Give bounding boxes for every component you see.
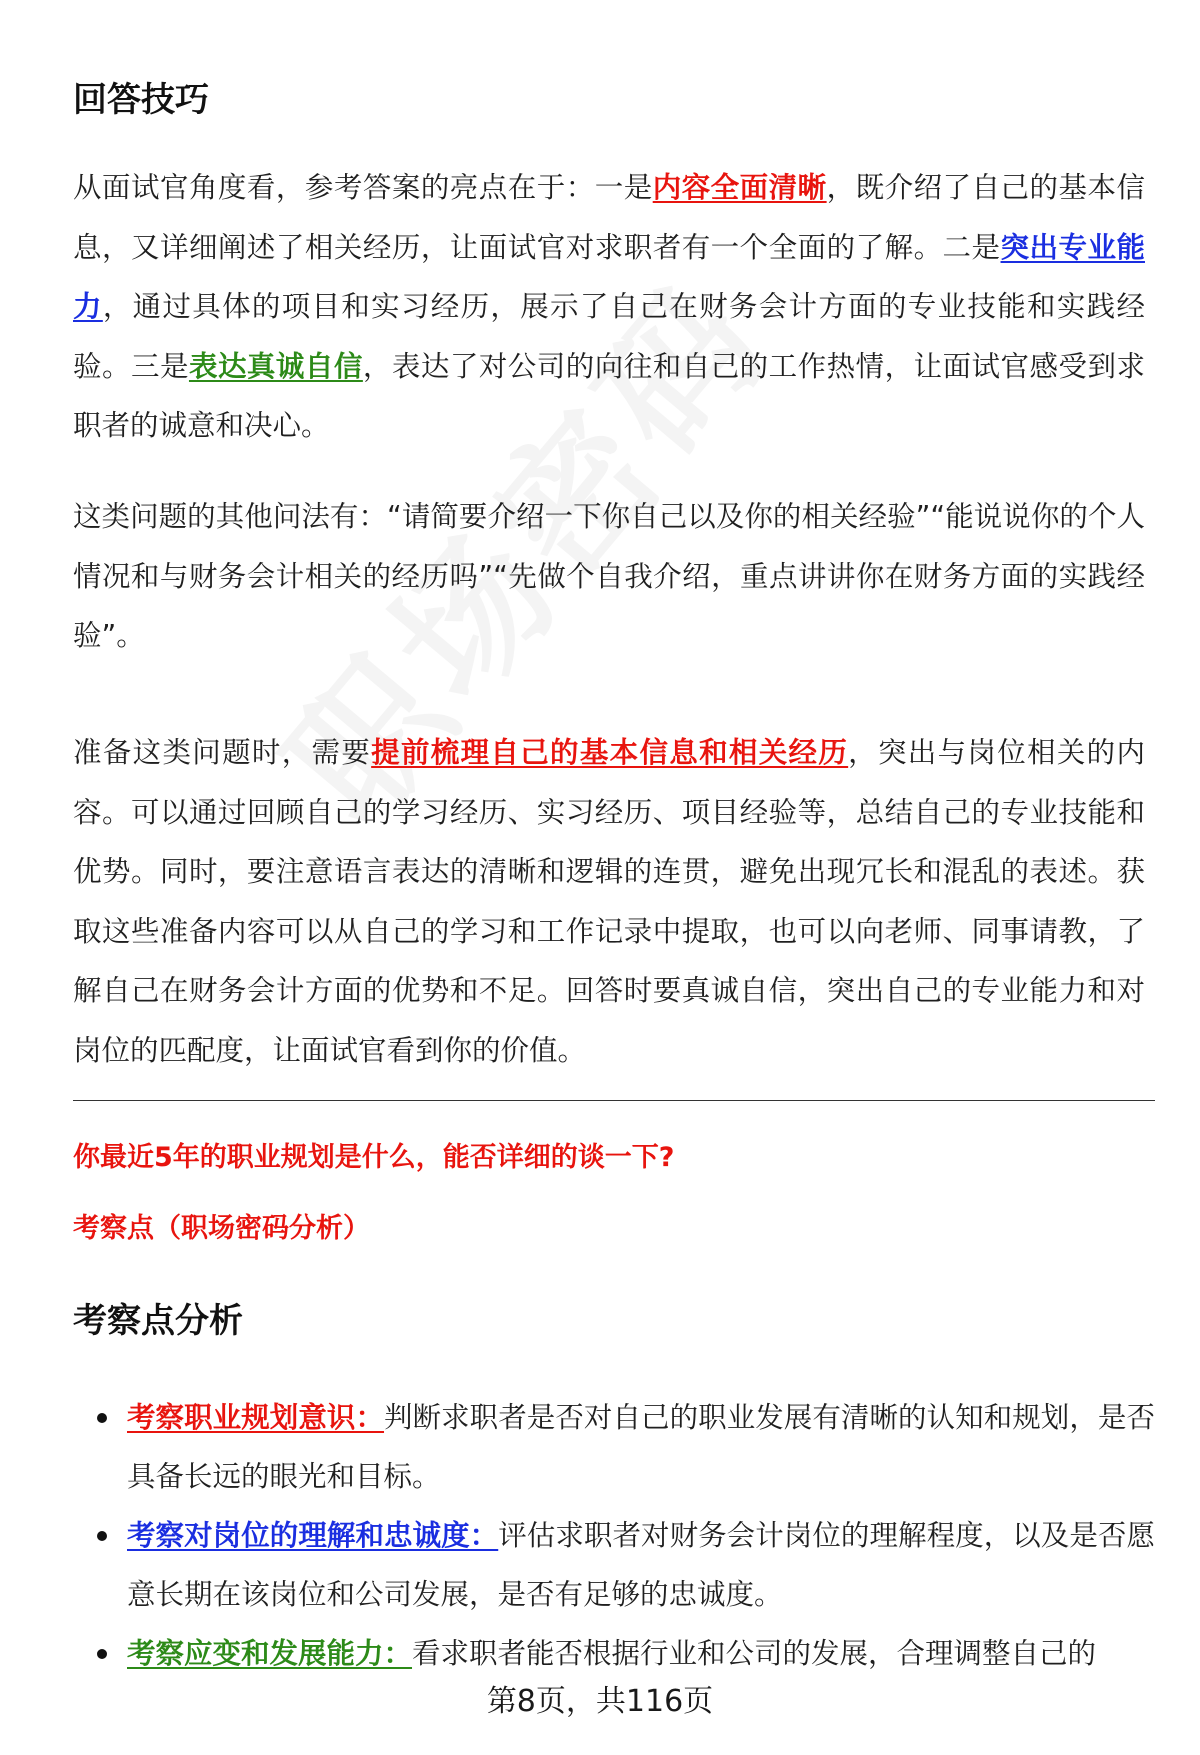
point-label: 考察应变和发展能力： <box>127 1637 413 1670</box>
subheading: 考察点（职场密码分析） <box>73 1213 370 1244</box>
point-text: 看求职者能否根据行业和公司的发展，合理调整自己的 <box>412 1637 1097 1670</box>
bullet-icon <box>97 1531 107 1541</box>
list-item <box>73 1506 1155 1624</box>
highlight-prepare: 提前梳理自己的基本信息和相关经历 <box>371 736 849 769</box>
text: ，通过具体的项目和实习经历，展示了自己在财务会计方面的专业技能和实践经验。三是 <box>73 290 1145 383</box>
text: 从面试官角度看，参考答案的亮点在于：一是 <box>73 171 653 204</box>
interview-question: 你最近5年的职业规划是什么，能否详细的谈一下? <box>73 1142 675 1173</box>
paragraph-preparation <box>73 723 1145 1080</box>
text: ，突出与岗位相关的内容。可以通过回顾自己的学习经历、实习经历、项目经验等，总结自己的专业技能和优势。同时，要注意语言表达的清晰和逻辑的连贯，避免出现冗长和混乱的表述。获取这些准备内容可以从自己的学习和工作记录中提取，也可以向老师、同事请教，了解自己在财务会计方面的优势和不足。回答时要真诚自信，突出自己的专业能力和对岗位的匹配度，让面试官看到你的价值。 <box>73 736 1145 1067</box>
highlight-comprehensive: 内容全面清晰 <box>652 171 827 204</box>
analysis-list <box>73 1388 1155 1683</box>
bullet-icon <box>97 1413 107 1423</box>
page-number: 第8页，共116页 <box>486 1684 714 1719</box>
highlight-sincere: 表达真诚自信 <box>188 349 363 383</box>
text: 准备这类问题时，需要 <box>73 736 372 769</box>
point-text: 评估求职者对财务会计岗位的理解程度，以及是否愿意长期在该岗位和公司发展，是否有足够的忠诚度。 <box>127 1519 1155 1611</box>
point-label: 考察职业规划意识： <box>127 1401 385 1434</box>
text: ，表达了对公司的向往和自己的工作热情，让面试官感受到求职者的诚意和决心。 <box>73 349 1145 442</box>
point-label: 考察对岗位的理解和忠诚度： <box>127 1519 499 1552</box>
paragraph-alternatives: 这类问题的其他问法有：“请简要介绍一下你自己以及你的相关经验”“能说说你的个人情况和与财务会计相关的经历吗”“先做个自我介绍，重点讲讲你在财务方面的实践经验”。 <box>73 500 1145 652</box>
highlight-professional: 突出专业能力 <box>73 230 1145 323</box>
list-item <box>73 1624 1155 1683</box>
section-title: 回答技巧 <box>73 80 209 120</box>
analysis-title: 考察点分析 <box>73 1301 243 1341</box>
point-text: 判断求职者是否对自己的职业发展有清晰的认知和规划，是否具备长远的眼光和目标。 <box>127 1401 1155 1493</box>
text: ，既介绍了自己的基本信息，又详细阐述了相关经历，让面试官对求职者有一个全面的了解。二是 <box>73 171 1145 264</box>
list-item <box>73 1388 1155 1506</box>
divider <box>73 1100 1155 1101</box>
bullet-icon <box>97 1649 107 1659</box>
paragraph-highlights <box>73 158 1145 456</box>
